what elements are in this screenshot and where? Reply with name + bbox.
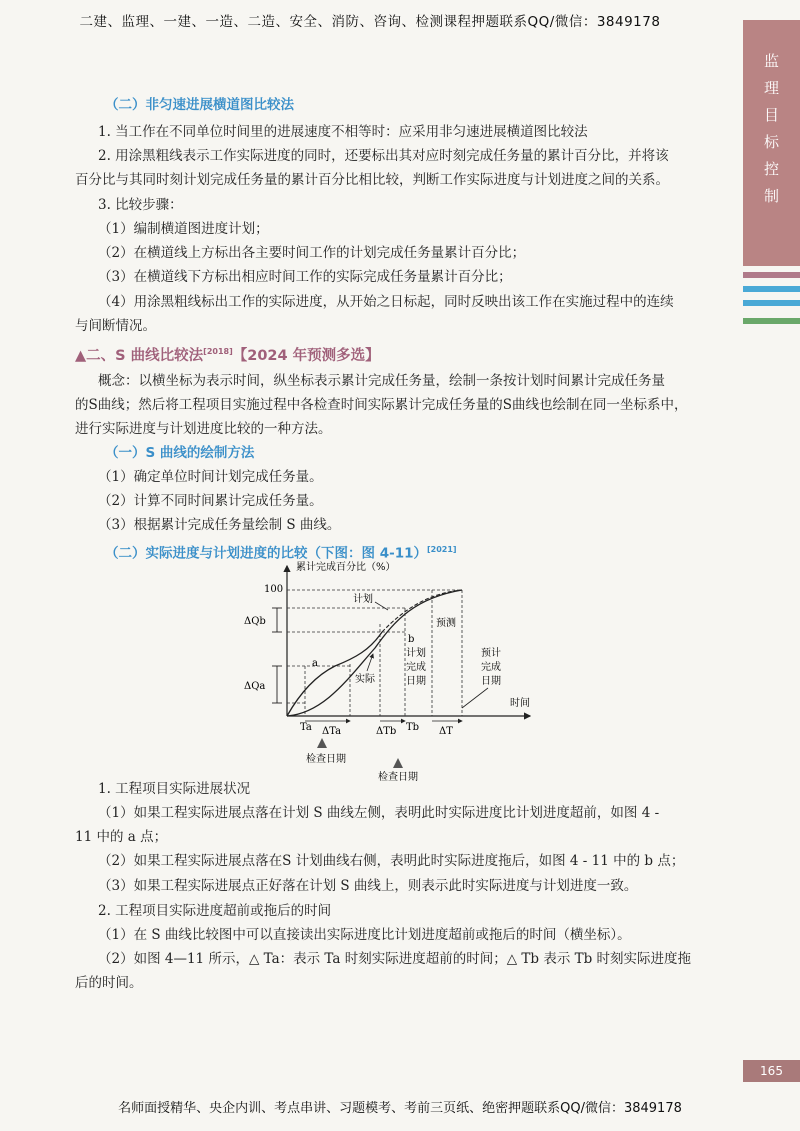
side-tab-char: 制 bbox=[763, 187, 779, 205]
side-stripe bbox=[743, 286, 800, 292]
x-axis-label: 时间 bbox=[510, 698, 530, 709]
para-2b: 百分比与其同时刻计划完成任务量的累计百分比相比较，判断工作实际进度与计划进度之间的关系。 bbox=[75, 172, 669, 188]
subsection-2-title: （二）实际进度与计划进度的比较（下图：图 4-11） bbox=[105, 545, 427, 562]
draw-step-2: （2）计算不同时间累计完成任务量。 bbox=[98, 493, 323, 509]
para-3: 3. 比较步骤： bbox=[98, 197, 183, 213]
side-stripe bbox=[743, 300, 800, 306]
est-note-2: 完成 bbox=[481, 662, 501, 673]
side-tab-char: 监 bbox=[763, 52, 779, 70]
section-b-tag: 【2024 年预测多选】 bbox=[232, 347, 380, 364]
para-1: 1. 当工作在不同单位时间里的进展速度不相等时：应采用非匀速进展横道图比较法 bbox=[98, 124, 588, 140]
check-date-marker-1 bbox=[317, 738, 327, 748]
b-note-2: 完成 bbox=[406, 662, 426, 673]
b-note-3: 日期 bbox=[406, 676, 426, 687]
step-4a: （4）用涂黑粗线标出工作的实际进度，从开始之日标起，同时反映出该工作在实施过程中的连续 bbox=[98, 294, 674, 310]
y-axis-label: 累计完成百分比（%） bbox=[296, 562, 396, 573]
side-tab-char: 标 bbox=[763, 133, 779, 151]
side-tab-char: 控 bbox=[763, 160, 779, 178]
section-b-title: ▲二、S 曲线比较法 bbox=[75, 347, 204, 364]
step-1: （1）编制横道图进度计划； bbox=[98, 221, 269, 237]
page-header: 二建、监理、一建、一造、二造、安全、消防、咨询、检测课程押题联系QQ/微信：3849178 bbox=[79, 14, 661, 30]
check-date-2: 检查日期 bbox=[378, 772, 418, 783]
concept-1: 概念：以横坐标为表示时间，纵坐标表示累计完成任务量，绘制一条按计划时间累计完成任务量 bbox=[98, 373, 665, 389]
delta-t-label: ΔT bbox=[439, 726, 453, 737]
y-tick-100: 100 bbox=[264, 584, 284, 595]
status-case-2: （2）如果工程实际进展点落在S 计划曲线右侧，表明此时实际进度拖后，如图 4 - 11 中的 b 点； bbox=[98, 853, 685, 869]
side-stripe bbox=[743, 272, 800, 278]
step-2: （2）在横道线上方标出各主要时间工作的计划完成任务量累计百分比； bbox=[98, 245, 526, 261]
time-point-2b: 后的时间。 bbox=[75, 975, 143, 991]
page-footer: 名师面授精华、央企内训、考点串讲、习题模考、考前三页纸、绝密押题联系QQ/微信：3849178 bbox=[118, 1101, 682, 1116]
delta-qb-label: ΔQb bbox=[244, 616, 266, 627]
delta-qa-label: ΔQa bbox=[244, 681, 266, 692]
ta-label: Ta bbox=[300, 722, 312, 733]
draw-step-3: （3）根据累计完成任务量绘制 S 曲线。 bbox=[98, 517, 341, 533]
section-b-heading bbox=[75, 342, 380, 366]
delta-tb-label: ΔTb bbox=[376, 726, 397, 737]
side-tab-char: 目 bbox=[763, 106, 779, 124]
side-stripe bbox=[743, 318, 800, 324]
chapter-side-tab bbox=[743, 20, 800, 266]
section-a-title: （二）非匀速进展横道图比较法 bbox=[105, 97, 294, 113]
time-heading: 2. 工程项目实际进度超前或拖后的时间 bbox=[98, 903, 332, 919]
status-case-3: （3）如果工程实际进展点正好落在计划 S 曲线上，则表示此时实际进度与计划进度一致。 bbox=[98, 878, 638, 894]
check-date-marker-2 bbox=[393, 758, 403, 768]
step-3: （3）在横道线下方标出相应时间工作的实际完成任务量累计百分比； bbox=[98, 269, 512, 285]
point-b-label: b bbox=[408, 634, 415, 645]
time-point-1: （1）在 S 曲线比较图中可以直接读出实际进度比计划进度超前或拖后的时间（横坐标）。 bbox=[98, 927, 631, 943]
section-b-year: [2018] bbox=[203, 347, 233, 356]
concept-3: 进行实际进度与计划进度比较的一种方法。 bbox=[75, 421, 332, 437]
page-number: 165 bbox=[743, 1060, 800, 1082]
b-note-1: 计划 bbox=[406, 648, 426, 659]
tb-label: Tb bbox=[406, 722, 420, 733]
concept-2: 的S曲线；然后将工程项目实施过程中各检查时间实际累计完成任务量的S曲线也绘制在同一坐标系中， bbox=[75, 397, 688, 413]
status-heading: 1. 工程项目实际进展状况 bbox=[98, 781, 251, 797]
est-note-1: 预计 bbox=[481, 648, 501, 659]
plan-label: 计划 bbox=[353, 594, 373, 605]
para-2a: 2. 用涂黑粗线表示工作实际进度的同时，还要标出其对应时刻完成任务量的累计百分比，并将该 bbox=[98, 148, 669, 164]
draw-step-1: （1）确定单位时间计划完成任务量。 bbox=[98, 469, 323, 485]
s-curve-figure bbox=[230, 558, 550, 783]
actual-label: 实际 bbox=[355, 674, 375, 685]
forecast-label: 预测 bbox=[436, 618, 456, 629]
step-4b: 与间断情况。 bbox=[75, 318, 156, 334]
delta-ta-label: ΔTa bbox=[322, 726, 342, 737]
time-point-2a: （2）如图 4—11 所示，△ Ta：表示 Ta 时刻实际进度超前的时间；△ Tb 表示 Tb 时刻实际进度拖 bbox=[98, 951, 692, 967]
point-a-label: a bbox=[312, 658, 318, 669]
plan-s-curve bbox=[287, 590, 462, 716]
subsection-2-year: [2021] bbox=[426, 545, 457, 554]
subsection-1-title: （一）S 曲线的绘制方法 bbox=[105, 445, 255, 461]
side-tab-char: 理 bbox=[763, 79, 779, 97]
status-case-1b: 11 中的 a 点； bbox=[75, 829, 168, 845]
status-case-1a: （1）如果工程实际进展点落在计划 S 曲线左侧，表明此时实际进度比计划进度超前，如图 4 - bbox=[98, 805, 660, 821]
est-note-3: 日期 bbox=[481, 676, 501, 687]
check-date-1: 检查日期 bbox=[306, 754, 346, 765]
